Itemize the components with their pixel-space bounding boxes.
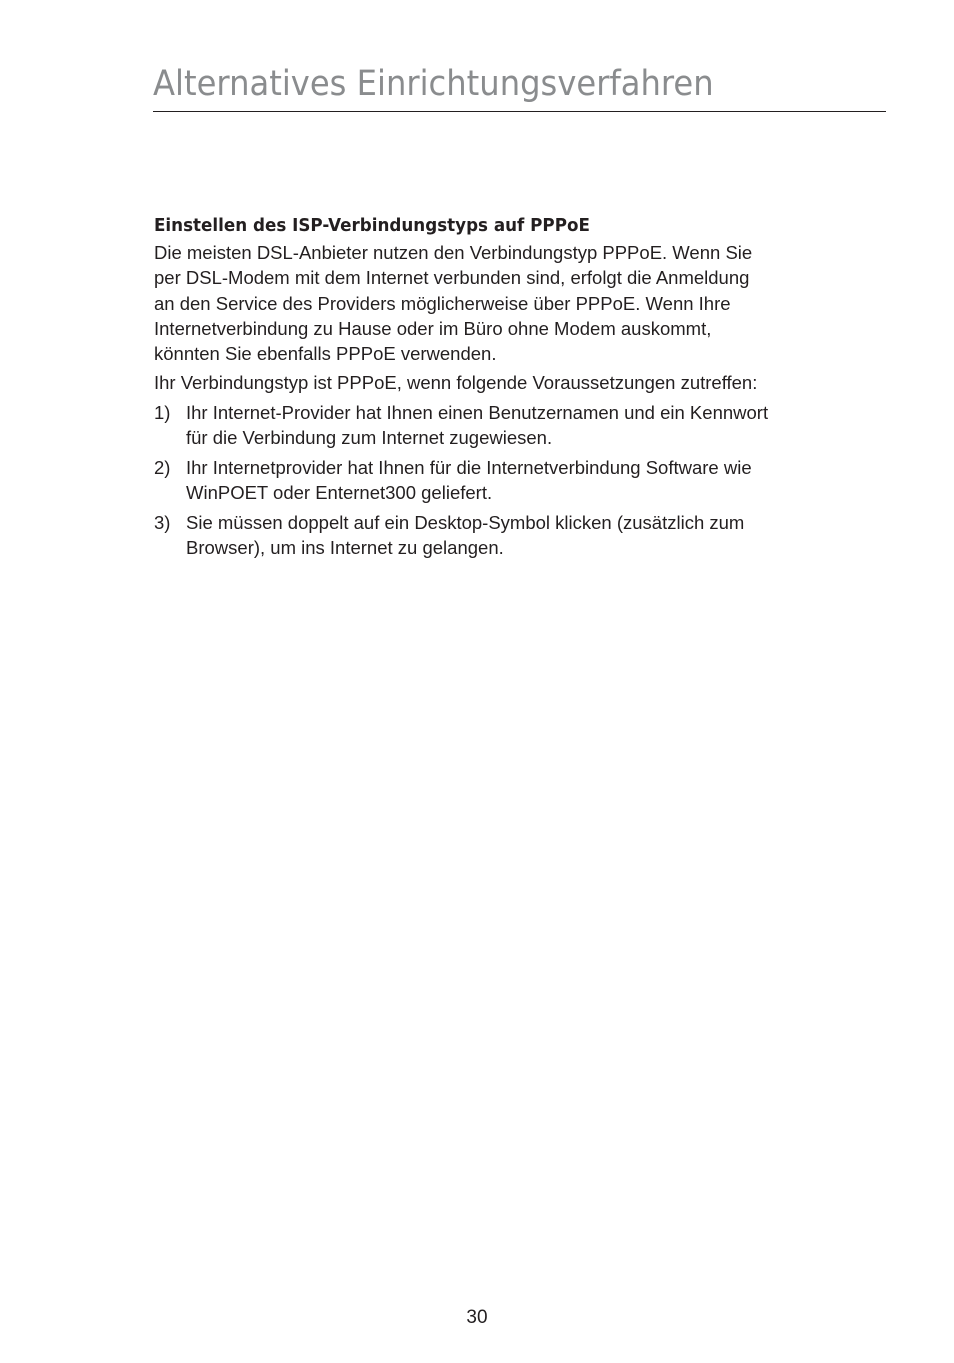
page-title: Alternatives Einrichtungsverfahren	[153, 64, 714, 104]
list-item	[154, 400, 854, 451]
list-item	[154, 510, 854, 561]
condition-list	[154, 400, 854, 561]
section-heading: Einstellen des ISP-Verbindungstyps auf PPPoE	[154, 215, 590, 236]
page-number: 30	[466, 1307, 488, 1328]
list-item-line: für die Verbindung zum Internet zugewiesen.	[186, 427, 553, 449]
intro-line: könnten Sie ebenfalls PPPoE verwenden.	[154, 343, 497, 365]
intro-line: Internetverbindung zu Hause oder im Büro ohne Modem auskommt,	[154, 317, 712, 339]
condition-intro: Ihr Verbindungstyp ist PPPoE, wenn folgende Voraussetzungen zutreffen:	[154, 372, 758, 394]
main-content	[154, 212, 854, 565]
list-item-number: 3)	[154, 511, 171, 533]
list-item-number: 1)	[154, 401, 171, 423]
list-item	[154, 455, 854, 506]
header-rule	[153, 111, 886, 112]
list-item-number: 2)	[154, 456, 171, 478]
intro-line: an den Service des Providers möglicherweise über PPPoE. Wenn Ihre	[154, 292, 731, 314]
intro-line: Die meisten DSL-Anbieter nutzen den Verbindungstyp PPPoE. Wenn Sie	[154, 242, 753, 263]
intro-paragraph	[154, 240, 854, 366]
list-item-line: WinPOET oder Enternet300 geliefert.	[186, 482, 493, 504]
intro-line: per DSL-Modem mit dem Internet verbunden sind, erfolgt die Anmeldung	[154, 267, 750, 289]
list-item-line: Sie müssen doppelt auf ein Desktop-Symbol klicken (zusätzlich zum	[186, 511, 745, 533]
list-item-line: Ihr Internet-Provider hat Ihnen einen Benutzernamen und ein Kennwort	[186, 401, 769, 423]
list-item-line: Ihr Internetprovider hat Ihnen für die Internetverbindung Software wie	[186, 456, 752, 478]
list-item-line: Browser), um ins Internet zu gelangen.	[186, 537, 504, 559]
page-header	[153, 60, 886, 108]
